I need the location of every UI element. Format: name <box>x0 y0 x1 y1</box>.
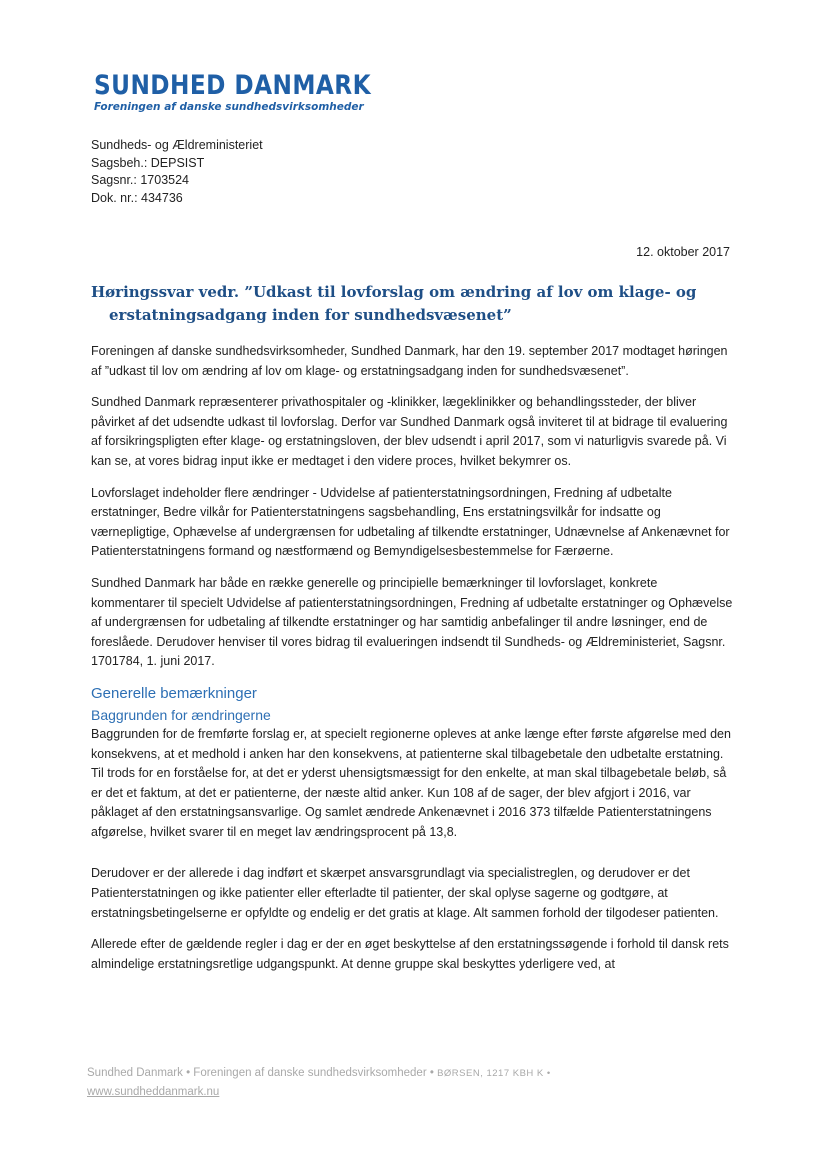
logo-subtitle: Foreningen af danske sundhedsvirksomheder <box>94 101 364 113</box>
footer-organization: Sundhed Danmark • Foreningen af danske sundhedsvirksomheder • <box>87 1067 434 1079</box>
footer-website-link[interactable]: www.sundheddanmark.nu <box>87 1086 220 1098</box>
footer-organization-line <box>87 1064 551 1083</box>
paragraph-specialist-rule: Derudover er der allerede i dag indført et skærpet ansvarsgrundlagt via specialistreglen, og derudover er det Patienterstatningen og ikke patienter eller efterladte til patienter, der skal oplyse sagerne og godtgøre, at erstatningsbetingelserne er opfyldte og endelig er det gratis at klage. Alt sammen forhold der tilgodeser patienten. <box>91 866 719 920</box>
logo-title: SUNDHED DANMARK <box>94 70 372 101</box>
recipient-case-officer: Sagsbeh.: DEPSIST <box>91 155 205 170</box>
document-title-line-2: erstatningsadgang inden for sundhedsvæsenet” <box>109 306 512 324</box>
paragraph-intro: Foreningen af danske sundhedsvirksomheder, Sundhed Danmark, har den 19. september 2017 modtaget høringen af ”udkast til lov om ændring af lov om klage- og erstatningsadgang inden for sundhedsvæsenet”. <box>91 344 728 378</box>
logo <box>94 72 416 113</box>
paragraph-remarks: Sundhed Danmark har både en række generelle og principielle bemærkninger til lovforslaget, konkrete kommentarer til specielt Udvidelse af patienterstatningsordningen, Fredning af udbetalte erstatninger og Ophævelse af undergrænsen for udbetaling af tilkendte erstatninger og har samtidig anbefalinger til andre løsninger, end de foreslåede. Derudover henviser til vores bidrag til evalueringen indsendt til Sundheds- og Ældreministeriet, Sagsnr. 1701784, 1. juni 2017. <box>91 575 733 669</box>
paragraph-changes: Lovforslaget indeholder flere ændringer - Udvidelse af patienterstatningsordningen, Fredning af udbetalte erstatninger, Bedre vilkår for Patienterstatningens sagsbehandling, Ens erstatningsvilkår for indsatte og værnepligtige, Ophævelse af undergrænsen for udbetaling af tilkendte erstatninger, Udnævnelse af Ankenævnet for Patienterstatningens formand og næstformænd og Bemyndigelsesbestemmelse for Færøerne. <box>91 485 730 559</box>
letter-date: 12. oktober 2017 <box>636 245 730 259</box>
paragraph-current-rules: Allerede efter de gældende regler i dag er der en øget beskyttelse af den erstatningssøgende i forhold til dansk rets almindelige erstatningsretlige udgangspunkt. At denne gruppe skal beskyttes yderligere ved, at <box>91 937 729 971</box>
section-heading-general-remarks: Generelle bemærkninger <box>91 684 257 702</box>
recipient-block <box>91 137 263 207</box>
footer-address: BØRSEN, 1217 KBH K • <box>437 1068 551 1079</box>
document-title-line-1: Høringssvar vedr. ”Udkast til lovforslag om ændring af lov om klage- og <box>91 283 697 301</box>
document-title <box>91 281 731 327</box>
recipient-case-number: Sagsnr.: 1703524 <box>91 173 189 187</box>
recipient-document-number: Dok. nr.: 434736 <box>91 190 183 205</box>
page-footer <box>87 1064 551 1101</box>
paragraph-background: Baggrunden for de fremførte forslag er, at specielt regionerne opleves at anke længe efter første afgørelse med den konsekvens, at et medhold i anken har den konsekvens, at patienterne skal tilbagebetale den udbetalte erstatning. Til trods for en forståelse for, at det er yderst uhensigtsmæssigt for den enkelte, at man skal tilbagebetale beløb, så er det et faktum, at det er patienterne, der næste altid anker. Kun 108 af de sager, der blev afgjort i 2016, var påklaget af den erstatningsansvarlige. Og samlet ændrede Ankenævnet i 2016 373 tilfælde Patienterstatningens afgørelse, hvilket svarer til en meget lav ændringsprocent på 13,8. <box>91 726 731 839</box>
paragraph-representation: Sundhed Danmark repræsenterer privathospitaler og -klinikker, lægeklinikker og behandlingssteder, der bliver påvirket af det udsendte udkast til lovforslag. Derfor var Sundhed Danmark også inviteret til at bidrage til evaluering af forsikringspligten efter klage- og erstatningsloven, der blev udsendt i april 2017, som vi naturligvis svarede på. Vi kan se, at vores bidrag input ikke er medtaget i den videre proces, hvilket bekymrer os. <box>91 395 728 468</box>
subsection-heading-background: Baggrunden for ændringerne <box>91 706 271 723</box>
recipient-ministry: Sundheds- og Ældreministeriet <box>91 138 263 152</box>
document-body <box>91 342 733 986</box>
